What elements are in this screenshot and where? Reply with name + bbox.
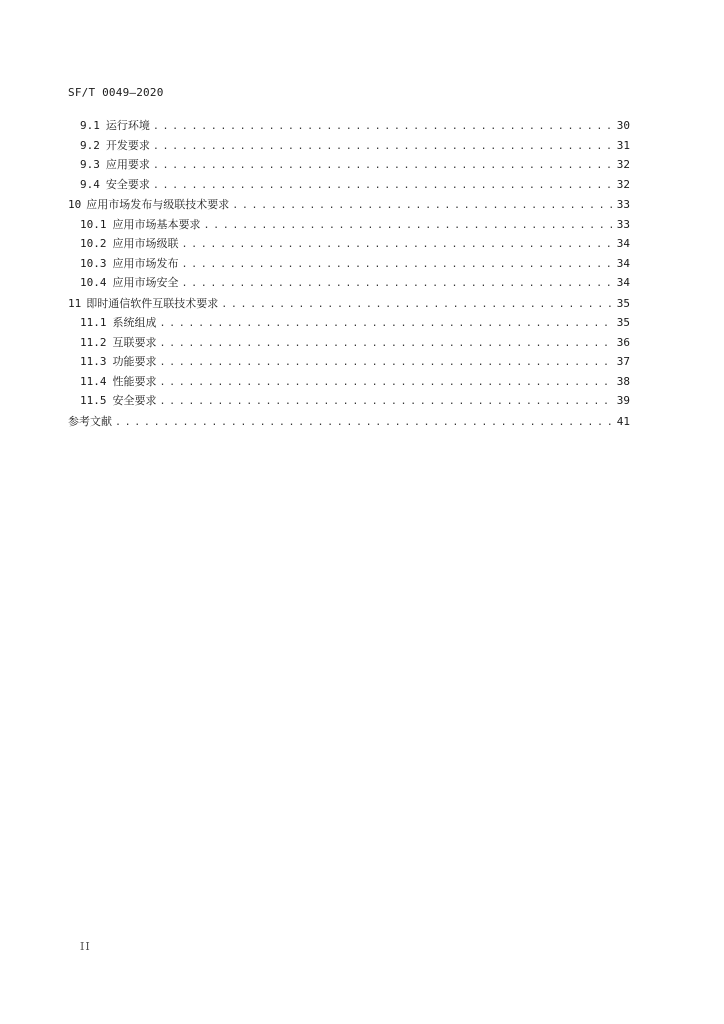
toc-entry-11-1[interactable]	[68, 313, 630, 333]
toc-entry-page: 33	[616, 198, 630, 211]
toc-entry-9-2[interactable]	[68, 136, 630, 156]
toc-entry-9-1[interactable]	[68, 116, 630, 136]
toc-entry-title: 参考文献	[68, 414, 112, 428]
table-of-contents	[68, 116, 630, 431]
dot-leader	[182, 235, 614, 255]
toc-entry-number: 11	[68, 296, 82, 310]
toc-entry-title: 应用市场发布与级联技术要求	[86, 198, 230, 211]
toc-entry-page: 34	[616, 256, 630, 270]
toc-entry-number: 11.3	[80, 355, 107, 368]
toc-entry-number: 10	[68, 198, 82, 211]
toc-entry-page: 34	[616, 276, 630, 289]
toc-entry-9-4[interactable]	[68, 175, 630, 195]
toc-entry-page: 37	[616, 355, 630, 368]
dot-leader	[160, 373, 614, 393]
dot-leader	[182, 255, 614, 275]
toc-entry-page: 33	[616, 217, 630, 231]
toc-entry-title: 运行环境	[105, 119, 150, 132]
toc-entry-title: 即时通信软件互联技术要求	[86, 296, 219, 310]
toc-entry-11-3[interactable]	[68, 352, 630, 372]
toc-entry-title: 互联要求	[112, 335, 157, 349]
toc-entry-title: 安全要求	[105, 177, 150, 191]
toc-entry-page: 30	[616, 119, 630, 132]
toc-entry-title: 应用市场基本要求	[112, 217, 201, 231]
toc-entry-title: 系统组成	[112, 316, 157, 329]
toc-entry-page: 39	[616, 394, 630, 407]
dot-leader	[153, 117, 613, 137]
toc-entry-number: 11.2	[80, 335, 107, 349]
toc-entry-references[interactable]	[68, 412, 630, 432]
toc-entry-number: 11.4	[80, 374, 107, 388]
dot-leader	[160, 353, 614, 373]
toc-entry-number: 11.5	[80, 394, 107, 407]
toc-entry-10-2[interactable]	[68, 234, 630, 254]
toc-entry-number: 9.4	[80, 177, 100, 191]
toc-entry-number: 9.1	[80, 119, 100, 132]
toc-entry-title: 功能要求	[112, 355, 157, 368]
toc-entry-11-5[interactable]	[68, 391, 630, 411]
toc-entry-title: 应用市场级联	[112, 237, 179, 250]
toc-entry-title: 应用市场发布	[112, 256, 179, 270]
toc-entry-number: 11.1	[80, 316, 107, 329]
toc-entry-page: 38	[616, 374, 630, 388]
dot-leader	[160, 334, 614, 354]
toc-entry-11-2[interactable]	[68, 333, 630, 353]
dot-leader	[153, 176, 613, 196]
dot-leader	[232, 196, 613, 216]
toc-entry-10-4[interactable]	[68, 273, 630, 293]
toc-entry-title: 应用要求	[105, 158, 150, 171]
toc-entry-11[interactable]	[68, 294, 630, 314]
toc-entry-page: 31	[616, 138, 630, 152]
toc-entry-title: 性能要求	[112, 374, 157, 388]
toc-entry-number: 10.4	[80, 276, 107, 289]
toc-entry-10-1[interactable]	[68, 215, 630, 235]
toc-entry-page: 36	[616, 335, 630, 349]
toc-entry-title: 应用市场安全	[112, 276, 179, 289]
toc-entry-title: 开发要求	[105, 138, 150, 152]
dot-leader	[160, 392, 614, 412]
toc-entry-10-3[interactable]	[68, 254, 630, 274]
dot-leader	[221, 295, 613, 315]
dot-leader	[160, 314, 614, 334]
dot-leader	[153, 137, 613, 157]
toc-entry-title: 安全要求	[112, 394, 157, 407]
dot-leader	[182, 274, 614, 294]
page-number-footer: II	[80, 940, 91, 953]
toc-entry-number: 10.2	[80, 237, 107, 250]
toc-entry-number: 9.3	[80, 158, 100, 171]
dot-leader	[204, 216, 614, 236]
toc-entry-9-3[interactable]	[68, 155, 630, 175]
toc-entry-page: 32	[616, 177, 630, 191]
toc-entry-10[interactable]	[68, 195, 630, 215]
document-id-header: SF/T 0049—2020	[68, 86, 164, 99]
toc-entry-page: 34	[616, 237, 630, 250]
toc-entry-11-4[interactable]	[68, 372, 630, 392]
dot-leader	[153, 156, 613, 176]
toc-entry-page: 35	[616, 296, 630, 310]
toc-entry-number: 10.1	[80, 217, 107, 231]
toc-entry-number: 9.2	[80, 138, 100, 152]
toc-entry-number: 10.3	[80, 256, 107, 270]
dot-leader	[115, 413, 613, 433]
toc-entry-page: 32	[616, 158, 630, 171]
toc-entry-page: 41	[616, 414, 630, 428]
toc-entry-page: 35	[616, 316, 630, 329]
